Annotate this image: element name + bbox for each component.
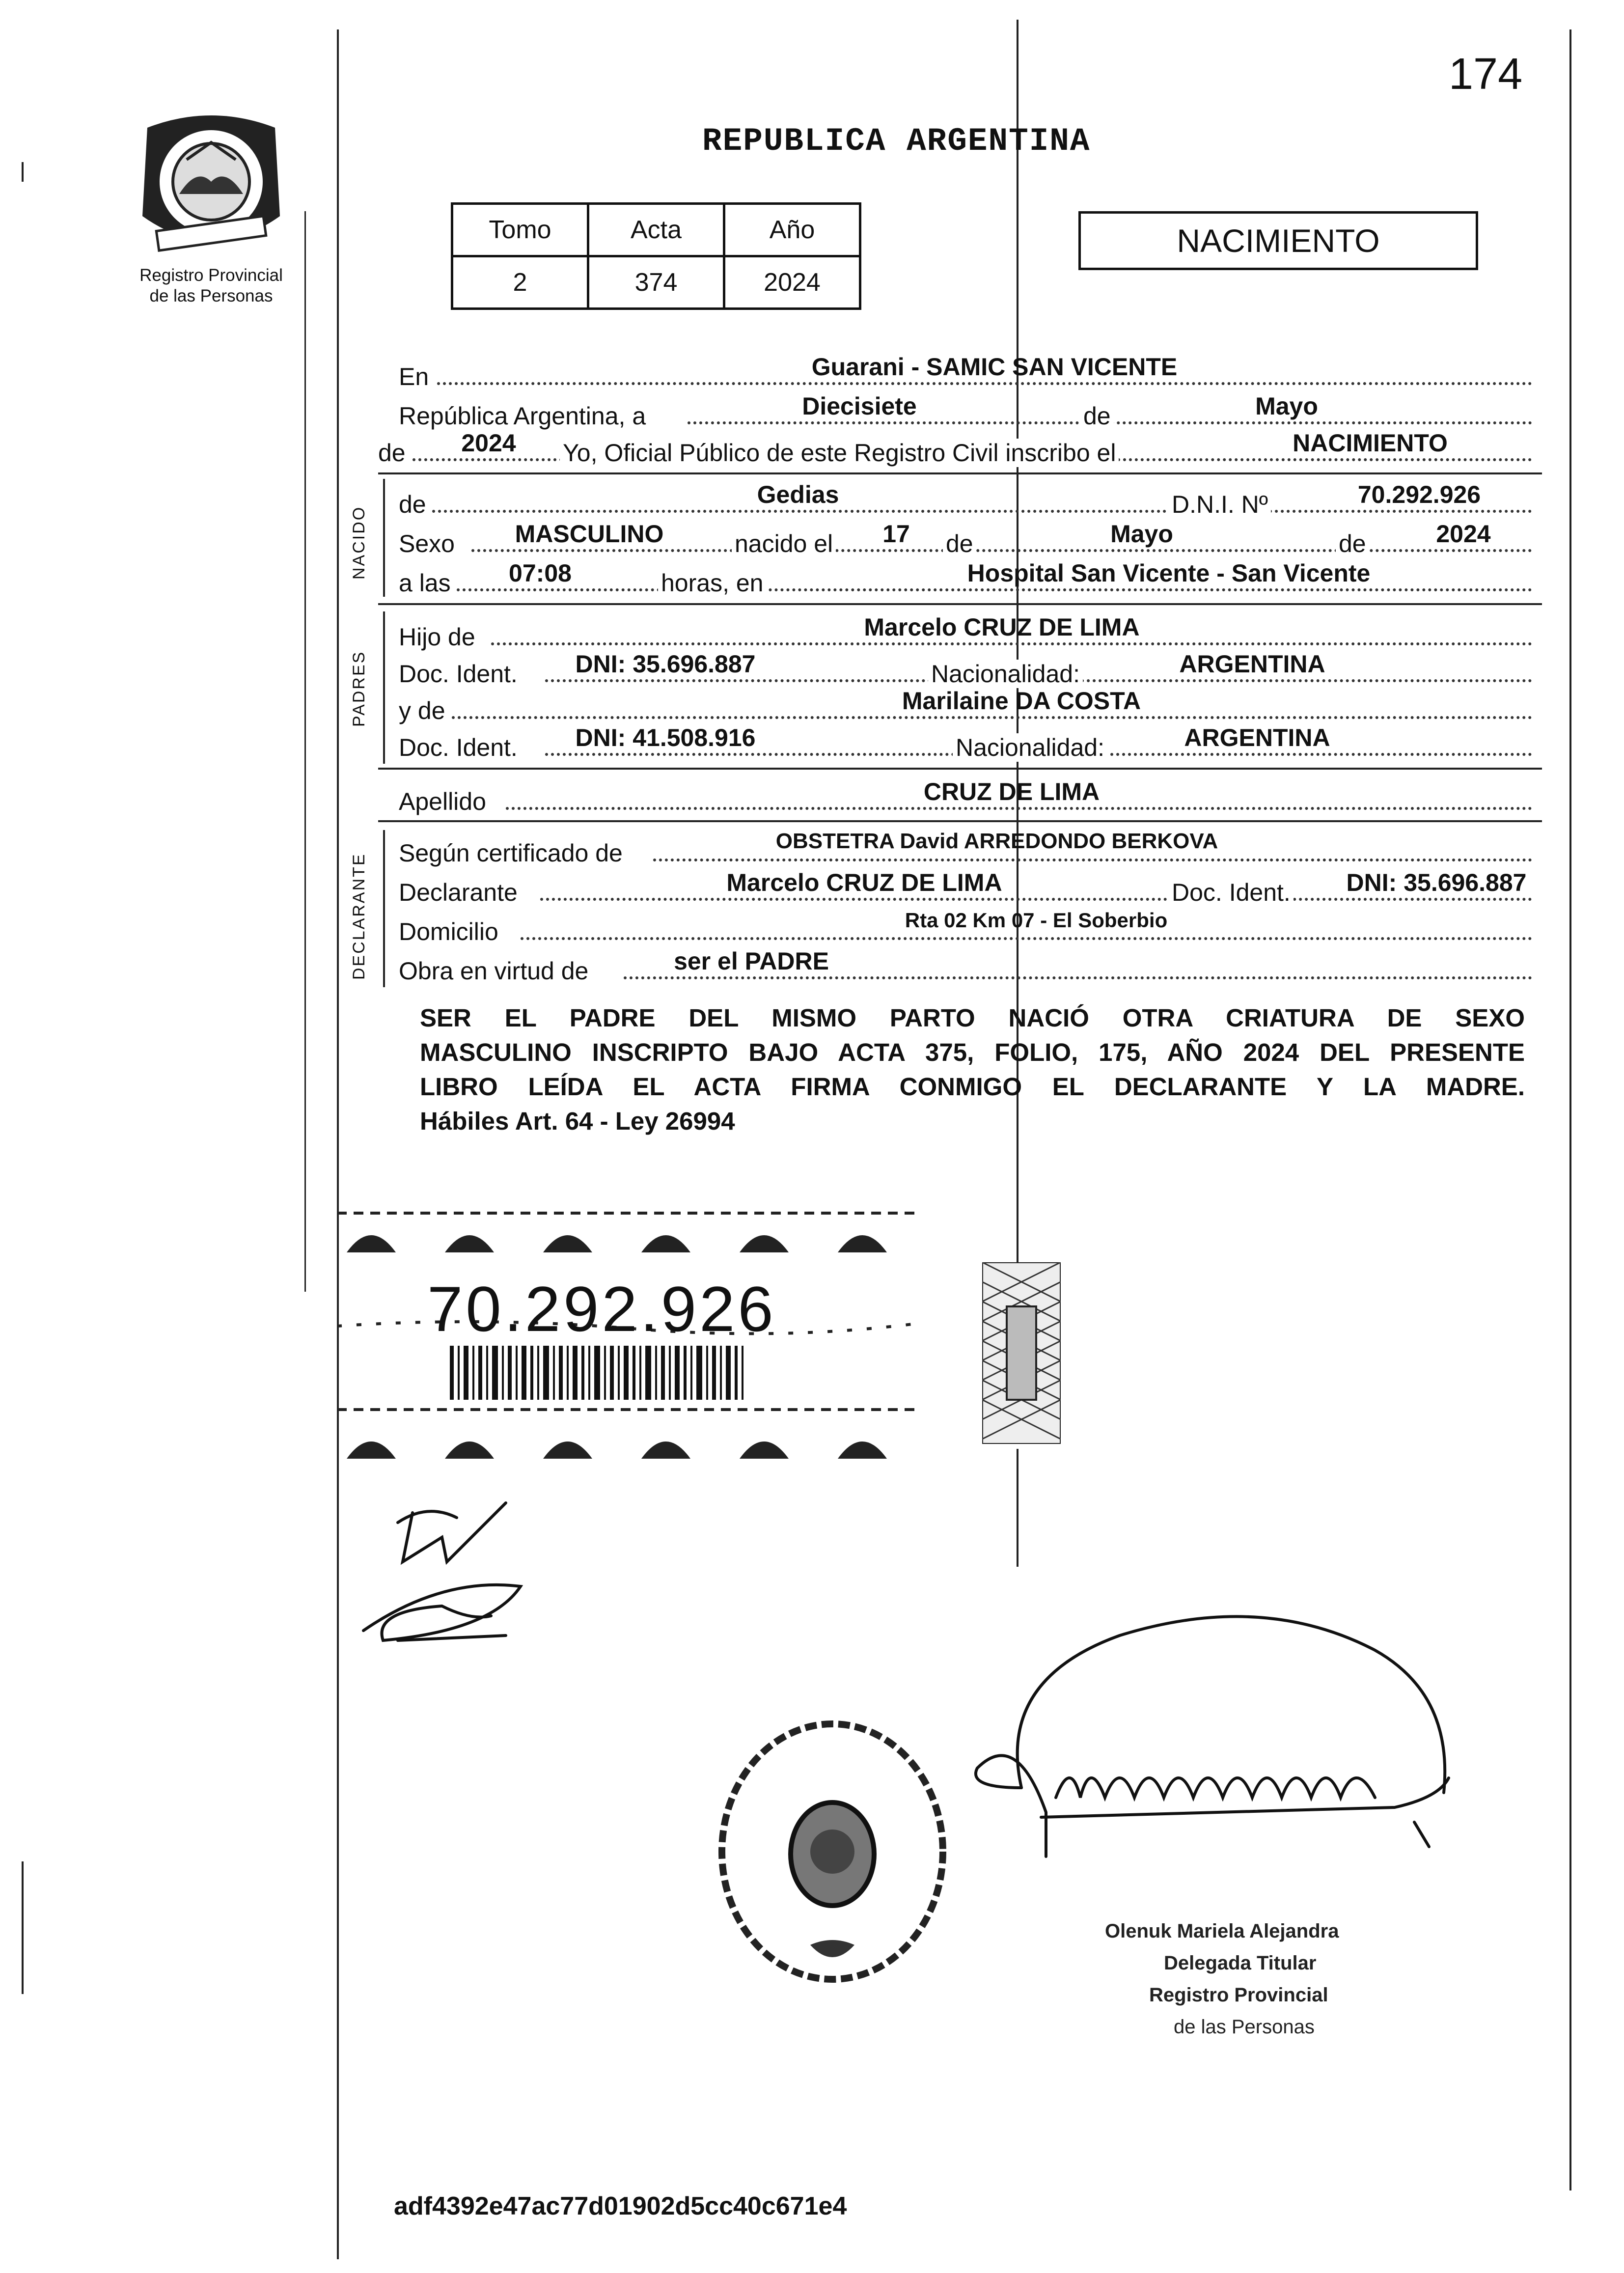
act-type-box: NACIMIENTO — [1078, 211, 1478, 270]
declarante-side-label: DECLARANTE — [350, 853, 368, 980]
declarante-label: Declarante — [399, 879, 518, 906]
obra-label: Obra en virtud de — [399, 957, 589, 985]
padre-value: Marcelo CRUZ DE LIMA — [864, 613, 1140, 641]
apellido-value: CRUZ DE LIMA — [923, 778, 1100, 805]
certificado-dotted-line — [653, 859, 1532, 861]
acta-header: Acta — [588, 204, 724, 256]
sexo-dotted-line — [471, 549, 1532, 552]
padre-nacionalidad-label: Nacionalidad: — [928, 660, 1083, 688]
inscribo-value: NACIMIENTO — [1293, 429, 1448, 457]
sexo-value: MASCULINO — [515, 520, 664, 548]
sexo-label: Sexo — [399, 530, 455, 557]
observations-line-3: LIBRO LEÍDA EL ACTA FIRMA CONMIGO EL DECLARANTE Y LA MADRE. — [420, 1073, 1525, 1101]
security-hologram — [982, 1262, 1061, 1444]
section-divider-1 — [378, 472, 1542, 474]
outer-left-mark-2 — [22, 1861, 24, 1994]
observations-line-4: Hábiles Art. 64 - Ley 26994 — [420, 1107, 735, 1135]
observations-text — [420, 1001, 1525, 1138]
tomo-value: 2 — [452, 256, 588, 309]
declarante-dni-value: DNI: 35.696.887 — [1346, 869, 1527, 896]
padre-doc-label: Doc. Ident. — [399, 660, 518, 688]
en-label: En — [399, 363, 429, 390]
sticker-number: 70.292.926 — [427, 1273, 776, 1345]
hora-value: 07:08 — [509, 559, 572, 587]
section-divider-4 — [378, 820, 1542, 822]
nac-mes-value: Mayo — [1110, 520, 1173, 548]
y-de-label: y de — [399, 697, 445, 724]
nac-de-label-1: de — [943, 529, 976, 558]
anio-value: 2024 — [724, 256, 860, 309]
nac-de-label-2: de — [1336, 529, 1369, 558]
horas-en-label: horas, en — [658, 569, 766, 597]
lugar-value: Hospital San Vicente - San Vicente — [967, 559, 1371, 587]
de-anio-label: de — [378, 439, 406, 467]
registry-name — [98, 265, 324, 306]
apellido-dotted-line — [506, 807, 1532, 810]
anio-header: Año — [724, 204, 860, 256]
mes-value: Mayo — [1255, 392, 1318, 420]
hijo-de-label: Hijo de — [399, 623, 475, 651]
anio-value: 2024 — [461, 429, 516, 457]
padres-side-label: PADRES — [350, 650, 368, 727]
official-name: Olenuk Mariela Alejandra — [1105, 1920, 1339, 1942]
a-las-label: a las — [399, 569, 451, 597]
declarante-value: Marcelo CRUZ DE LIMA — [726, 869, 1002, 896]
act-reference-table — [451, 202, 861, 310]
registry-name-line1: Registro Provincial — [139, 266, 283, 285]
official-org-line1: Registro Provincial — [1149, 1984, 1328, 2006]
republica-label: República Argentina, a — [399, 402, 646, 430]
padre-nacionalidad-value: ARGENTINA — [1179, 650, 1325, 678]
inner-left-ticks — [304, 211, 306, 1292]
madre-nacionalidad-label: Nacionalidad: — [953, 733, 1107, 762]
nac-anio-value: 2024 — [1436, 520, 1491, 548]
segun-label: Según certificado de — [399, 839, 623, 867]
declarante-dotted-line — [540, 898, 1532, 901]
domicilio-value: Rta 02 Km 07 - El Soberbio — [905, 909, 1168, 932]
nombre-dotted-line — [432, 510, 1532, 513]
nombre-value: Gedias — [757, 481, 839, 508]
declarant-signature — [344, 1493, 555, 1650]
apellido-label: Apellido — [399, 788, 486, 815]
de-mes-label: de — [1080, 402, 1114, 430]
registry-name-line2: de las Personas — [149, 286, 273, 305]
section-divider-3 — [378, 768, 1542, 770]
country-title: REPUBLICA ARGENTINA — [702, 123, 1091, 160]
province-seal-logo — [128, 108, 295, 260]
section-divider-2 — [378, 603, 1542, 605]
declarante-bracket — [383, 830, 385, 987]
obra-dotted-line — [624, 976, 1532, 979]
dia-value: Diecisiete — [802, 392, 917, 420]
hora-dotted-line — [457, 588, 1532, 591]
padre-dotted-line — [491, 642, 1532, 645]
dni-value: 70.292.926 — [1357, 481, 1481, 508]
en-value: Guarani - SAMIC SAN VICENTE — [811, 353, 1178, 381]
domicilio-label: Domicilio — [399, 918, 498, 945]
madre-doc-label: Doc. Ident. — [399, 734, 518, 761]
padres-bracket — [383, 611, 385, 764]
tomo-header: Tomo — [452, 204, 588, 256]
official-signature — [958, 1581, 1473, 1896]
madre-value: Marilaine DA COSTA — [902, 687, 1141, 715]
nacido-bracket — [383, 479, 385, 597]
official-title: Delegada Titular — [1164, 1952, 1317, 1974]
observations-line-1: SER EL PADRE DEL MISMO PARTO NACIÓ OTRA CRIATURA DE SEXO — [420, 1004, 1525, 1032]
certificado-value: OBSTETRA David ARREDONDO BERKOVA — [775, 829, 1218, 853]
observations-line-2: MASCULINO INSCRIPTO BAJO ACTA 375, FOLIO, 175, AÑO 2024 DEL PRESENTE — [420, 1038, 1525, 1066]
en-dotted-line — [437, 382, 1532, 385]
right-margin-line — [1569, 29, 1571, 2190]
madre-dotted-line — [452, 716, 1532, 719]
padre-dni-value: DNI: 35.696.887 — [575, 650, 756, 678]
official-round-stamp — [712, 1714, 953, 1989]
nombre-de-label: de — [399, 491, 426, 518]
page-number: 174 — [1449, 50, 1523, 99]
dni-label: D.N.I. Nº — [1169, 490, 1271, 519]
madre-dni-value: DNI: 41.508.916 — [575, 724, 756, 751]
obra-value: ser el PADRE — [674, 947, 829, 975]
madre-nacionalidad-value: ARGENTINA — [1184, 724, 1330, 751]
declarante-doc-label: Doc. Ident. — [1169, 878, 1294, 907]
nacido-side-label: NACIDO — [350, 505, 368, 580]
nacido-el-label: nacido el — [732, 529, 836, 558]
left-margin-line — [337, 29, 339, 2259]
center-fold-line-lower — [1017, 1449, 1018, 1567]
domicilio-dotted-line — [521, 937, 1532, 940]
acta-value: 374 — [588, 256, 724, 309]
yo-text: Yo, Oficial Público de este Registro Civil inscribo el — [560, 439, 1119, 467]
outer-left-mark — [22, 162, 24, 182]
nac-dia-value: 17 — [882, 520, 910, 548]
document-hash: adf4392e47ac77d01902d5cc40c671e4 — [394, 2192, 847, 2220]
official-org-line2: de las Personas — [1174, 2016, 1315, 2038]
